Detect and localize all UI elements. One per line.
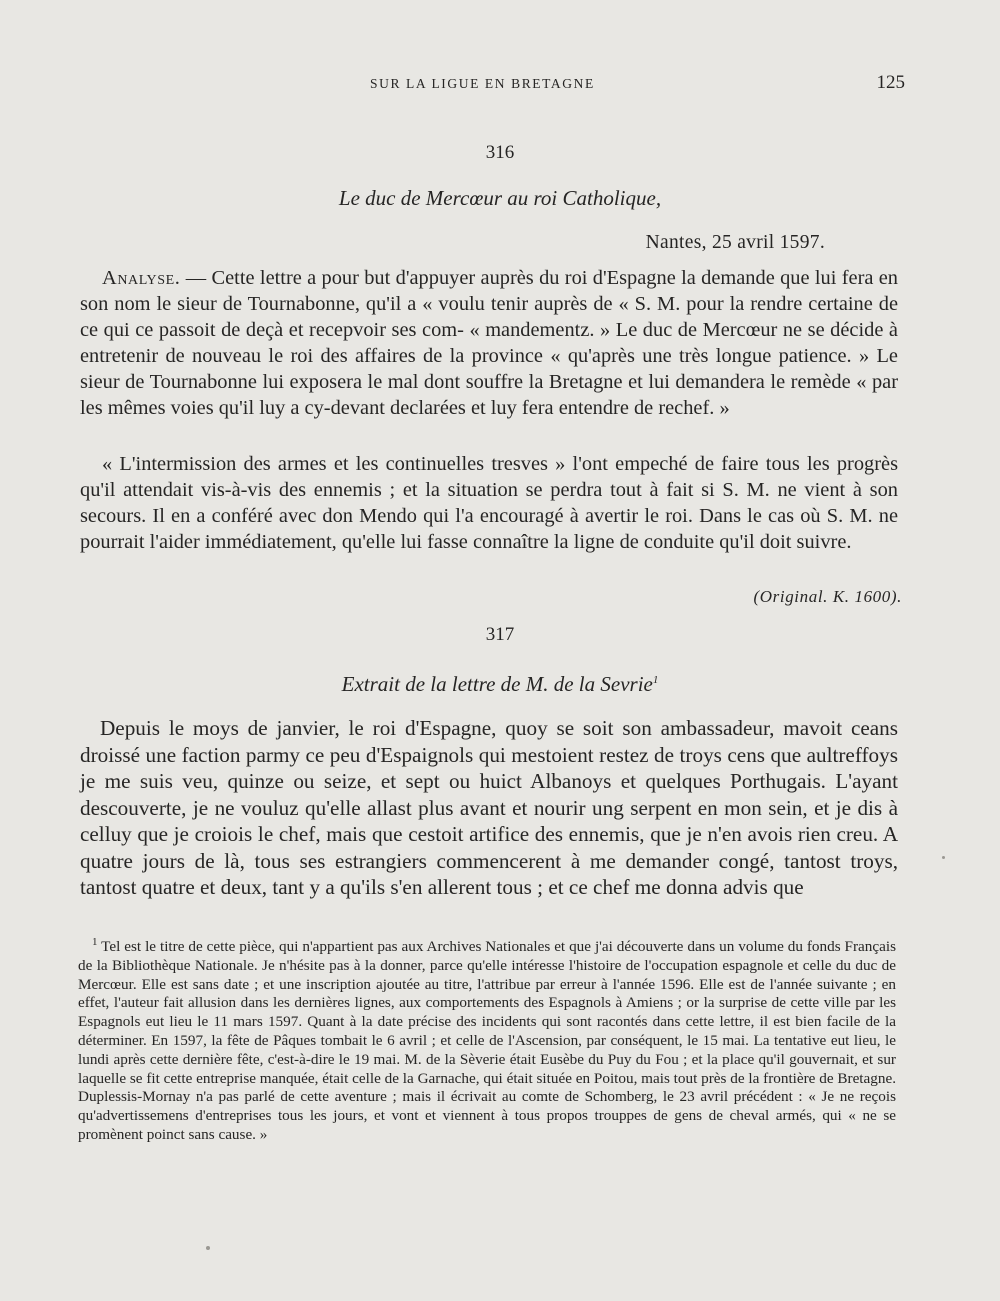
document-title-317-text: Extrait de la lettre de M. de la Sevrie <box>341 672 653 696</box>
footnote-reference: 1 <box>652 674 659 686</box>
page-number: 125 <box>876 72 905 93</box>
analyse-paragraph-2: « L'intermission des armes et les continuelles tresves » l'ont empeché de faire tous les progrès qu'il attendait vis-à-vis des ennemis ; et la situation se perdra tout à fait si S. M. ne vient à son secours. Il en a conféré avec don Mendo qui l'a encouragé à avertir le roi. Dans le cas où S. M. ne pourrait l'aider immédiatement, qu'elle lui fasse connaître la ligne de conduite qu'il doit suivre. <box>80 453 898 553</box>
document-number-316: 316 <box>485 142 515 163</box>
paper-speck <box>206 1246 210 1250</box>
dateline-316: Nantes, 25 avril 1597. <box>645 232 825 253</box>
analyse-text: — Cette lettre a pour but d'appuyer auprès du roi d'Espagne la demande que lui fera en son nom le sieur de Tournabonne, qu'il a « voulu tenir auprès de « S. M. pour la rendre certaine de ce qui ce passoit de deçà et recepvoir ses com- « mandementz. » Le duc de Mercœur ne se décide à entretenir de nouveau le roi des affaires de la province « qu'après une très longue patience. » Le sieur de Tournabonne lui exposera le mal dont souffre la Bretagne et lui demandera le remède « par les mêmes voies qu'il luy a cy-devant declarées et luy fera entendre de rechef. » <box>80 267 898 419</box>
running-head <box>80 72 905 98</box>
running-title: SUR LA LIGUE EN BRETAGNE <box>370 76 595 91</box>
document-title-317 <box>0 672 1000 697</box>
footnote-text: Tel est le titre de cette pièce, qui n'appartient pas aux Archives Nationales et que j'ai découverte dans un volume du fonds Français de la Bibliothèque Nationale. Je n'hésite pas à la donner, parce qu'elle intéresse l'histoire de l'occupation espagnole et celle du duc de Mercœur. Elle est sans date ; et une inscription ajoutée au titre, l'attribue par erreur à l'année 1596. Elle est de l'année suivante ; en effet, l'auteur fait allusion dans les dernières lignes, aux comportements des Espagnols à Amiens ; or la surprise de cette ville par les Espagnols eut lieu le 11 mars 1597. Quant à la date précise des incidents qui sont racontés dans cette lettre, il est bien facile de la déterminer. En 1597, la fête de Pâques tombait le 6 avril ; et celle de l'Ascension, par conséquent, le 15 mai. La tentative eut lieu, le lundi après cette dernière fête, c'est-à-dire le 19 mai. M. de la Sèverie était Eusèbe du Puy du Fou ; et la place qu'il gouvernait, et sur laquelle se fit cette entreprise manquée, était celle de la Garnache, qui était située en Poitou, mais tout près de la frontière de Bretagne. Duplessis-Mornay n'a pas parlé de cette aventure ; mais il écrivait au comte de Schomberg, le 23 avril précédent : « Je ne reçois qu'advertissemens d'entreprises tous les jours, et vont et viennent à tous propos trouppes de gens de cheval armés, qui « ne se promènent poinct sans cause. » <box>78 938 897 1143</box>
source-citation: (Original. K. 1600). <box>753 587 902 606</box>
analyse-label: Analyse. <box>102 267 181 289</box>
footnote <box>78 935 897 1145</box>
document-number-317: 317 <box>485 624 515 645</box>
document-title-316: Le duc de Mercœur au roi Catholique, <box>338 186 662 210</box>
footnote-mark: 1 <box>92 935 98 948</box>
analyse-paragraph <box>80 265 898 421</box>
paper-speck <box>942 856 945 859</box>
letter-extract-paragraph: Depuis le moys de janvier, le roi d'Espagne, quoy se soit son ambassadeur, mavoit ceans droissé une faction parmy ce peu d'Espaignols qui mestoient restez de troys cens que aultreffoys je me suis veu, quinze ou seize, et sept ou huict Albanoys et quelques Porthugais. L'ayant descouverte, je ne vouluz qu'elle allast plus avant et nourir ung serpent en mon sein, et je dis à celluy que je croiois le chef, mais que cestoit artifice des ennemis, que je n'en avois rien creu. A quatre jours de là, tous ses estrangiers commencerent à me demander congé, tantost troys, tantost quatre et deux, tant y a qu'ils s'en allerent tous ; et ce chef me donna advis que <box>80 716 898 899</box>
